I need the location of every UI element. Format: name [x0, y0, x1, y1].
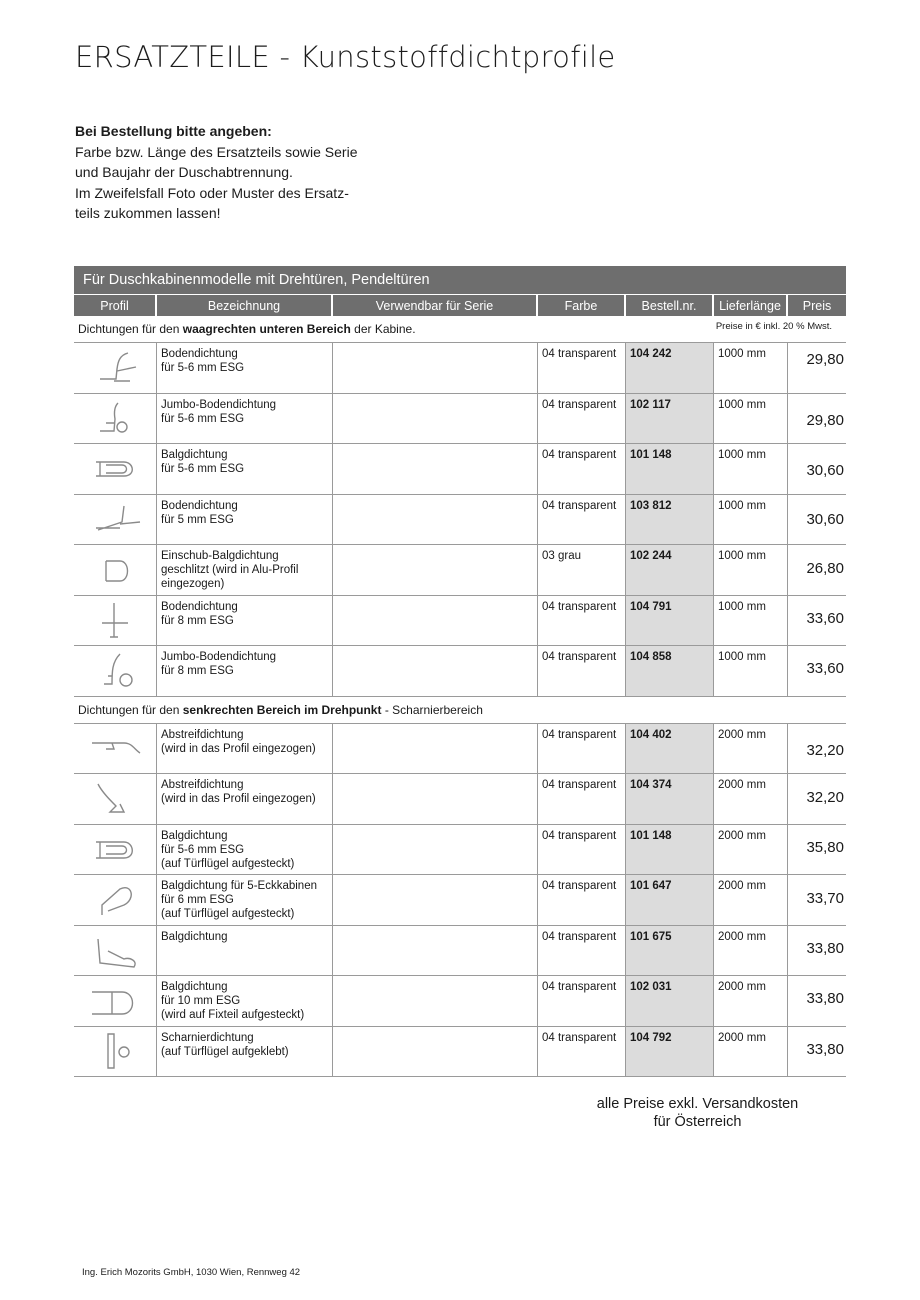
bestellnr-cell: 104 402	[626, 724, 714, 774]
profile-cell	[74, 394, 157, 444]
lieferlaenge-cell: 1000 mm	[714, 343, 788, 393]
preis-cell	[788, 646, 846, 696]
preis-cell	[788, 394, 846, 444]
table-row	[74, 976, 846, 1027]
bottom-seal-8mm-profile-icon	[84, 599, 146, 641]
jumbo-bottom-seal-8mm-profile-icon	[84, 650, 146, 692]
preis-cell	[788, 495, 846, 545]
lieferlaenge-cell: 1000 mm	[714, 596, 788, 646]
lieferlaenge-cell: 2000 mm	[714, 976, 788, 1026]
lieferlaenge-cell: 1000 mm	[714, 394, 788, 444]
price-value: 32,20	[806, 741, 844, 759]
lieferlaenge-cell: 1000 mm	[714, 444, 788, 494]
profile-cell	[74, 495, 157, 545]
bezeichnung-cell: Balgdichtung für 5-6 mm ESG (auf Türflügel aufgesteckt)	[157, 825, 333, 875]
price-value: 33,80	[806, 939, 844, 957]
verwendbar-cell	[333, 495, 538, 545]
preis-cell	[788, 875, 846, 925]
farbe-cell: 03 grau	[538, 545, 626, 595]
section-text-bold: senkrechten Bereich im Drehpunkt	[182, 702, 382, 717]
table-row	[74, 926, 846, 977]
verwendbar-cell	[333, 875, 538, 925]
order-instructions-line: Farbe bzw. Länge des Ersatzteils sowie Serie	[75, 143, 358, 160]
preis-cell	[788, 444, 846, 494]
profile-cell	[74, 825, 157, 875]
price-value: 33,60	[806, 660, 844, 677]
jumbo-bottom-seal-profile-icon	[84, 397, 146, 439]
section-text: Dichtungen für den	[78, 322, 183, 336]
bestellnr-cell: 102 031	[626, 976, 714, 1026]
bezeichnung-cell: Balgdichtung	[157, 926, 333, 976]
price-value: 35,80	[806, 838, 844, 856]
table-row	[74, 825, 846, 876]
verwendbar-cell	[333, 1027, 538, 1077]
price-value: 30,60	[806, 510, 844, 528]
profile-cell	[74, 926, 157, 976]
preis-cell	[788, 926, 846, 976]
lieferlaenge-cell: 2000 mm	[714, 926, 788, 976]
lieferlaenge-cell: 1000 mm	[714, 545, 788, 595]
verwendbar-cell	[333, 926, 538, 976]
farbe-cell: 04 transparent	[538, 646, 626, 696]
preis-cell	[788, 976, 846, 1026]
bezeichnung-cell: Scharnierdichtung (auf Türflügel aufgeklebt)	[157, 1027, 333, 1077]
section-text: der Kabine.	[350, 322, 416, 336]
wiper-seal-angled-profile-icon	[84, 778, 146, 820]
price-value: 30,60	[806, 462, 844, 479]
bestellnr-cell: 104 242	[626, 343, 714, 393]
table-row	[74, 724, 846, 775]
verwendbar-cell	[333, 545, 538, 595]
price-value: 32,20	[806, 789, 844, 806]
verwendbar-cell	[333, 394, 538, 444]
lieferlaenge-cell: 2000 mm	[714, 724, 788, 774]
preis-cell	[788, 1027, 846, 1077]
verwendbar-cell	[333, 825, 538, 875]
hinge-seal-profile-icon	[84, 1030, 146, 1072]
preis-cell	[788, 825, 846, 875]
farbe-cell: 04 transparent	[538, 976, 626, 1026]
verwendbar-cell	[333, 343, 538, 393]
bellows-seal-door-profile-icon	[84, 828, 146, 870]
bestellnr-cell: 103 812	[626, 495, 714, 545]
table-row	[74, 875, 846, 926]
table-row	[74, 545, 846, 596]
bezeichnung-cell: Bodendichtung für 5 mm ESG	[157, 495, 333, 545]
bezeichnung-cell: Bodendichtung für 5-6 mm ESG	[157, 343, 333, 393]
profile-cell	[74, 444, 157, 494]
price-value: 33,70	[806, 890, 844, 907]
verwendbar-cell	[333, 444, 538, 494]
farbe-cell: 04 transparent	[538, 825, 626, 875]
lieferlaenge-cell: 2000 mm	[714, 774, 788, 824]
bestellnr-cell: 104 374	[626, 774, 714, 824]
price-value: 29,80	[806, 351, 844, 368]
farbe-cell: 04 transparent	[538, 596, 626, 646]
bestellnr-cell: 102 244	[626, 545, 714, 595]
preis-cell	[788, 343, 846, 393]
order-instructions-heading: Bei Bestellung bitte angeben:	[75, 123, 272, 139]
profile-cell	[74, 976, 157, 1026]
section-heading-horizontal	[74, 316, 846, 343]
order-instructions-line: und Baujahr der Duschabtrennung.	[75, 164, 293, 180]
bezeichnung-cell: Abstreifdichtung (wird in das Profil eingezogen)	[157, 774, 333, 824]
bestellnr-cell: 104 858	[626, 646, 714, 696]
price-value: 26,80	[806, 560, 844, 577]
verwendbar-cell	[333, 596, 538, 646]
lieferlaenge-cell: 1000 mm	[714, 495, 788, 545]
preis-cell	[788, 774, 846, 824]
bellows-seal-profile-icon	[84, 448, 146, 490]
bestellnr-cell: 101 148	[626, 825, 714, 875]
order-instructions	[75, 121, 395, 224]
profile-cell	[74, 875, 157, 925]
table-banner: Für Duschkabinenmodelle mit Drehtüren, Pendeltüren	[74, 266, 846, 294]
table-row	[74, 646, 846, 697]
price-note: Preise in € inkl. 20 % Mwst.	[715, 321, 832, 332]
header-preis: Preis	[788, 295, 846, 316]
bezeichnung-cell: Balgdichtung für 5-6 mm ESG	[157, 444, 333, 494]
bellows-seal-pentagon-profile-icon	[84, 879, 146, 921]
farbe-cell: 04 transparent	[538, 343, 626, 393]
farbe-cell: 04 transparent	[538, 724, 626, 774]
table-row	[74, 495, 846, 546]
bezeichnung-cell: Balgdichtung für 10 mm ESG (wird auf Fixteil aufgesteckt)	[157, 976, 333, 1026]
price-value: 29,80	[806, 411, 844, 429]
farbe-cell: 04 transparent	[538, 394, 626, 444]
farbe-cell: 04 transparent	[538, 774, 626, 824]
wiper-seal-profile-icon	[84, 727, 146, 769]
bellows-seal-10mm-profile-icon	[84, 980, 146, 1022]
lieferlaenge-cell: 1000 mm	[714, 646, 788, 696]
preis-cell	[788, 545, 846, 595]
bestellnr-cell: 101 148	[626, 444, 714, 494]
company-imprint: Ing. Erich Mozorits GmbH, 1030 Wien, Rennweg 42	[82, 1267, 301, 1278]
profile-cell	[74, 724, 157, 774]
lieferlaenge-cell: 2000 mm	[714, 825, 788, 875]
rows-vertical	[74, 724, 846, 1078]
header-verwendbar: Verwendbar für Serie	[333, 295, 538, 316]
preis-cell	[788, 596, 846, 646]
section-heading-vertical	[74, 697, 846, 724]
page-title: ERSATZTEILE - Kunststoffdichtprofile	[75, 40, 616, 74]
preis-cell	[788, 724, 846, 774]
verwendbar-cell	[333, 646, 538, 696]
header-lieferlaenge: Lieferlänge	[714, 295, 788, 316]
order-instructions-line: teils zukommen lassen!	[75, 205, 221, 221]
bottom-seal-profile-icon	[84, 347, 146, 389]
order-instructions-line: Im Zweifelsfall Foto oder Muster des Ersatz-	[75, 184, 349, 201]
table-row	[74, 343, 846, 394]
profile-cell	[74, 545, 157, 595]
lieferlaenge-cell: 2000 mm	[714, 1027, 788, 1077]
verwendbar-cell	[333, 774, 538, 824]
price-value: 33,60	[806, 609, 844, 627]
bezeichnung-cell: Einschub-Balgdichtung geschlitzt (wird in Alu-Profil eingezogen)	[157, 545, 333, 595]
bezeichnung-cell: Jumbo-Bodendichtung für 8 mm ESG	[157, 646, 333, 696]
price-value: 33,80	[806, 1040, 844, 1058]
header-bestellnr: Bestell.nr.	[626, 295, 714, 316]
bezeichnung-cell: Bodendichtung für 8 mm ESG	[157, 596, 333, 646]
profile-cell	[74, 343, 157, 393]
farbe-cell: 04 transparent	[538, 495, 626, 545]
bestellnr-cell: 101 647	[626, 875, 714, 925]
farbe-cell: 04 transparent	[538, 875, 626, 925]
bestellnr-cell: 104 792	[626, 1027, 714, 1077]
section-text: Dichtungen für den	[78, 702, 183, 717]
profile-cell	[74, 1027, 157, 1077]
header-profil: Profil	[74, 295, 157, 316]
table-row	[74, 596, 846, 647]
shipping-note-line: alle Preise exkl. Versandkosten	[596, 1096, 799, 1112]
section-text: - Scharnierbereich	[381, 702, 483, 717]
farbe-cell: 04 transparent	[538, 1027, 626, 1077]
bezeichnung-cell: Jumbo-Bodendichtung für 5-6 mm ESG	[157, 394, 333, 444]
table-row	[74, 444, 846, 495]
bellows-seal-loop-profile-icon	[84, 929, 146, 971]
farbe-cell: 04 transparent	[538, 444, 626, 494]
table-row	[74, 774, 846, 825]
lieferlaenge-cell: 2000 mm	[714, 875, 788, 925]
table-row	[74, 394, 846, 445]
rows-horizontal	[74, 343, 846, 697]
header-farbe: Farbe	[538, 295, 626, 316]
section-text-bold: waagrechten unteren Bereich	[182, 322, 351, 336]
price-value: 33,80	[806, 990, 844, 1007]
farbe-cell: 04 transparent	[538, 926, 626, 976]
bestellnr-cell: 102 117	[626, 394, 714, 444]
verwendbar-cell	[333, 724, 538, 774]
bottom-seal-5mm-profile-icon	[84, 498, 146, 540]
bestellnr-cell: 104 791	[626, 596, 714, 646]
bestellnr-cell: 101 675	[626, 926, 714, 976]
profile-cell	[74, 774, 157, 824]
shipping-note-line: für Österreich	[653, 1114, 742, 1130]
profile-cell	[74, 646, 157, 696]
profile-cell	[74, 596, 157, 646]
bezeichnung-cell: Abstreifdichtung (wird in das Profil eingezogen)	[157, 724, 333, 774]
spare-parts-table	[74, 266, 846, 1077]
verwendbar-cell	[333, 976, 538, 1026]
slide-in-bellows-profile-icon	[84, 549, 146, 591]
table-row	[74, 1027, 846, 1078]
bezeichnung-cell: Balgdichtung für 5-Eckkabinen für 6 mm ESG (auf Türflügel aufgesteckt)	[157, 875, 333, 925]
header-bezeichnung: Bezeichnung	[157, 295, 333, 316]
shipping-note	[560, 1095, 835, 1131]
